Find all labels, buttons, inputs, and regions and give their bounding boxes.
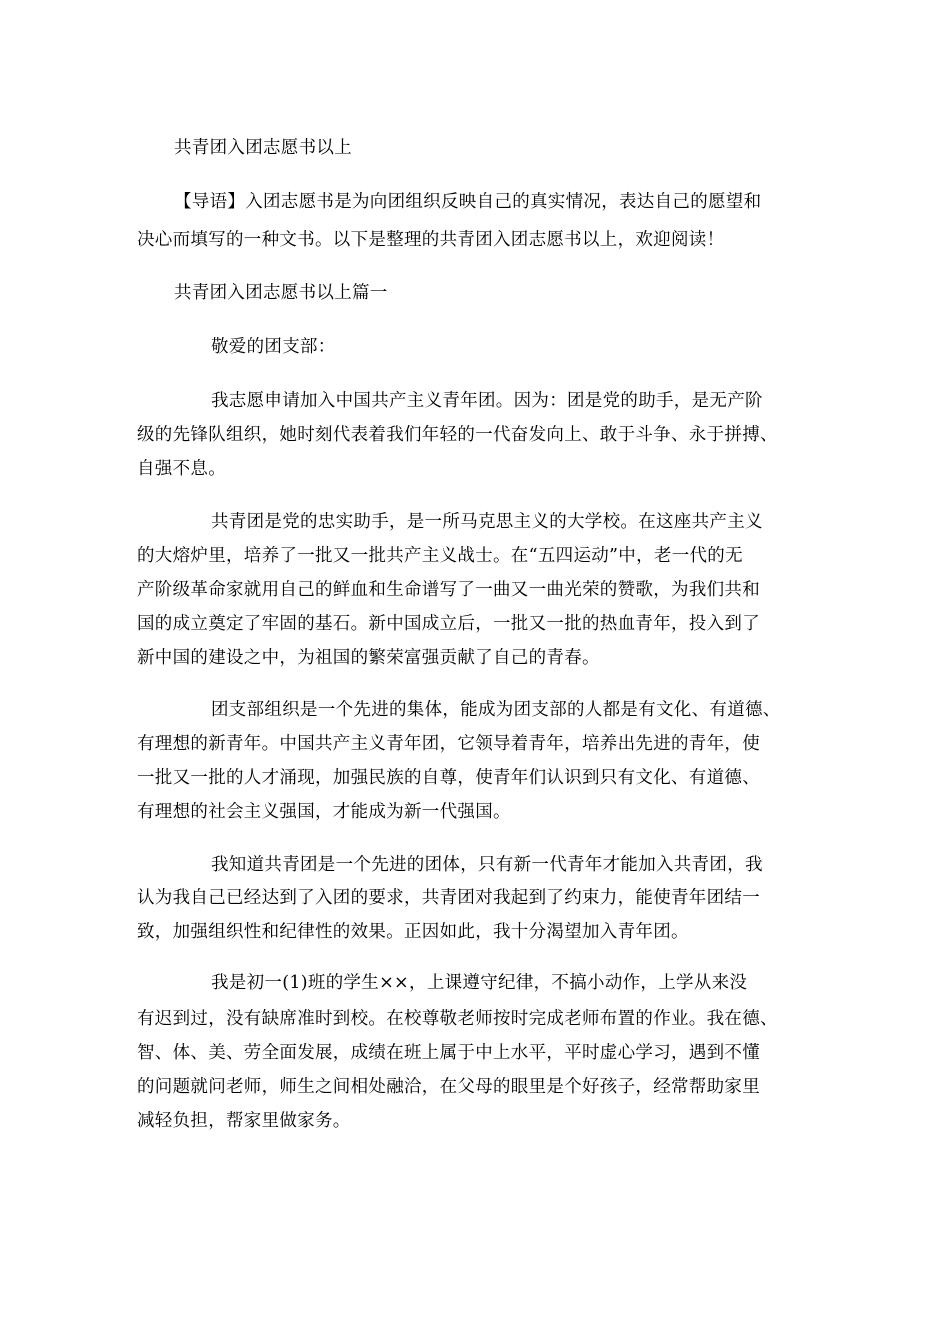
- intro-line-2: 决心而填写的一种文书。以下是整理的共青团入团志愿书以上，欢迎阅读！: [137, 230, 725, 250]
- salutation: 敬爱的团支部：: [211, 337, 336, 357]
- paragraph-1-line-1: 我志愿申请加入中国共产主义青年团。因为：团是党的助手，是无产阶: [211, 391, 763, 411]
- paragraph-5-line-1: 我是初一(1)班的学生××，上课遵守纪律，不搞小动作，上学从来没: [211, 973, 748, 993]
- paragraph-1-line-3: 自强不息。: [137, 459, 226, 479]
- paragraph-4-line-1: 我知道共青团是一个先进的团体，只有新一代青年才能加入共青团，我: [211, 855, 763, 875]
- section-title: 共青团入团志愿书以上篇一: [174, 283, 388, 303]
- paragraph-2-line-3: 产阶级革命家就用自己的鲜血和生命谱写了一曲又一曲光荣的赞歌，为我们共和: [137, 580, 760, 600]
- paragraph-2-line-1: 共青团是党的忠实助手，是一所马克思主义的大学校。在这座共产主义: [211, 512, 763, 532]
- intro-line-1: 【导语】入团志愿书是为向团组织反映自己的真实情况，表达自己的愿望和: [174, 192, 762, 212]
- paragraph-5-line-2: 有迟到过，没有缺席准时到校。在校尊敬老师按时完成老师布置的作业。我在德、: [137, 1009, 778, 1029]
- paragraph-3-line-1: 团支部组织是一个先进的集体，能成为团支部的人都是有文化、有道德、: [211, 700, 781, 720]
- paragraph-2-line-2: 的大熔炉里，培养了一批又一批共产主义战士。在“五四运动”中，老一代的无: [137, 546, 743, 566]
- paragraph-3-line-3: 一批又一批的人才涌现，加强民族的自尊，使青年们认识到只有文化、有道德、: [137, 768, 760, 788]
- document-title: 共青团入团志愿书以上: [174, 138, 352, 158]
- paragraph-3-line-2: 有理想的新青年。中国共产主义青年团，它领导着青年，培养出先进的青年，使: [137, 734, 760, 754]
- paragraph-2-line-5: 新中国的建设之中，为祖国的繁荣富强贡献了自己的青春。: [137, 648, 600, 668]
- paragraph-2-line-4: 国的成立奠定了牢固的基石。新中国成立后，一批又一批的热血青年，投入到了: [137, 614, 760, 634]
- paragraph-3-line-4: 有理想的社会主义强国，才能成为新一代强国。: [137, 802, 511, 822]
- paragraph-5-line-3: 智、体、美、劳全面发展，成绩在班上属于中上水平，平时虚心学习，遇到不懂: [137, 1043, 760, 1063]
- paragraph-5-line-5: 减轻负担，帮家里做家务。: [137, 1111, 351, 1131]
- paragraph-1-line-2: 级的先锋队组织，她时刻代表着我们年轻的一代奋发向上、敢于斗争、永于拼搏、: [137, 425, 778, 445]
- paragraph-5-line-4: 的问题就问老师，师生之间相处融洽，在父母的眼里是个好孩子，经常帮助家里: [137, 1077, 760, 1097]
- paragraph-4-line-2: 认为我自己已经达到了入团的要求，共青团对我起到了约束力，能使青年团结一: [137, 888, 760, 908]
- paragraph-4-line-3: 致，加强组织性和纪律性的效果。正因如此，我十分渴望加入青年团。: [137, 922, 689, 942]
